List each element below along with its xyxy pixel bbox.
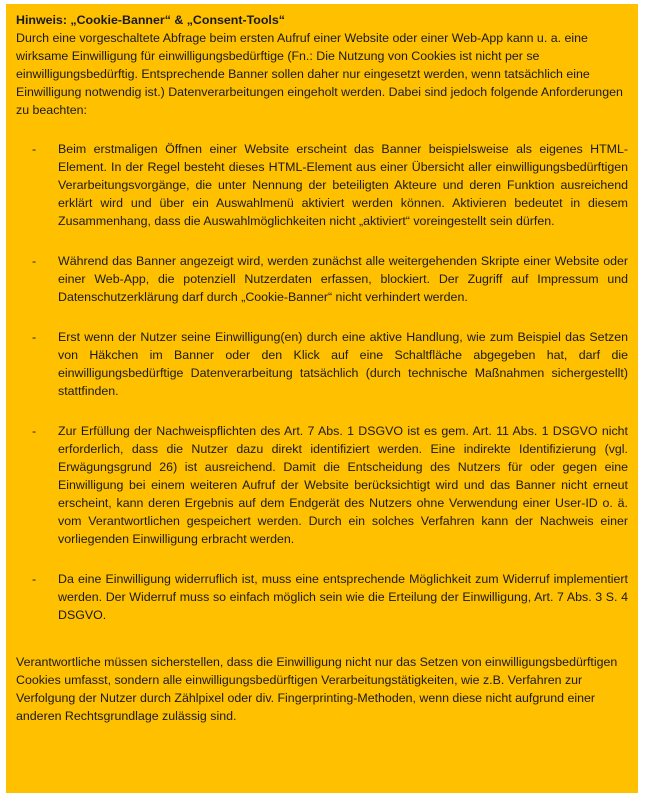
list-item: [16, 140, 628, 230]
requirements-list: [16, 140, 628, 624]
bullet-dash: -: [32, 330, 37, 344]
intro-paragraph: Durch eine vorgeschaltete Abfrage beim ersten Aufruf einer Website oder einer Web-App kann u. a. eine wirksame Einwilligung für einwilligungsbedürftige (Fn.: Die Nutzung von Cookies ist nicht per se einwilligungsbedürftig. Entsprechende Banner sollen daher nur eingesetzt werden, wenn tatsächlich eine Einwilligung notwendig ist.) Datenverarbeitungen eingeholt werden. Dabei sind jedoch folgende Anforderungen zu beachten:: [16, 31, 623, 117]
notice-box: [6, 4, 638, 793]
bullet-dash: -: [32, 424, 37, 438]
list-item: [16, 252, 628, 306]
list-item: [16, 328, 628, 400]
bullet-dash: -: [32, 572, 37, 586]
list-item-text: Beim erstmaligen Öffnen einer Website erscheint das Banner beispielsweise als eigenes HTML-Element. In der Regel besteht dieses HTML-Element aus einer Übersicht aller einwilligungsbedürftigen Verarbeitungsvorgänge, die unter Nennung der beteiligten Akteure und deren Funktion ausreichend erklärt wird und über ein Auswahlmenü aktiviert werden können. Aktivieren bedeutet in diesem Zusammenhang, dass die Auswahlmöglichkeiten nicht „aktiviert“ voreingestellt sein dürfen.: [58, 142, 628, 228]
notice-title: Hinweis: „Cookie-Banner“ & „Consent-Tools“: [16, 13, 285, 27]
list-item-text: Während das Banner angezeigt wird, werden zunächst alle weitergehenden Skripte einer Website oder einer Web-App, die potenziell Nutzerdaten erfassen, blockiert. Der Zugriff auf Impressum und Datenschutzerklärung darf durch „Cookie-Banner“ nicht verhindert werden.: [58, 254, 628, 304]
list-item-text: Da eine Einwilligung widerruflich ist, muss eine entsprechende Möglichkeit zum Widerruf implementiert werden. Der Widerruf muss so einfach möglich sein wie die Erteilung der Einwilligung, Art. 7 Abs. 3 S. 4 DSGVO.: [58, 572, 628, 622]
closing-paragraph: Verantwortliche müssen sicherstellen, dass die Einwilligung nicht nur das Setzen von einwilligungsbedürftigen Cookies umfasst, sondern alle einwilligungsbedürftigen Verarbeitungstätigkeiten, wie z.B. Verfahren zur Verfolgung der Nutzer durch Zählpixel oder div. Fingerprinting-Methoden, wenn diese nicht aufgrund einer anderen Rechtsgrundlage zulässig sind.: [16, 655, 618, 723]
bullet-dash: -: [32, 254, 37, 268]
list-item: [16, 570, 628, 624]
bullet-dash: -: [32, 142, 37, 156]
list-item-text: Erst wenn der Nutzer seine Einwilligung(en) durch eine aktive Handlung, wie zum Beispiel das Setzen von Häkchen im Banner oder den Klick auf eine Schaltfläche abgegeben hat, darf die einwilligungsbedürftige Datenverarbeitung tatsächlich (durch technische Maßnahmen sichergestellt) stattfinden.: [58, 330, 628, 398]
list-item: [16, 422, 628, 548]
list-item-text: Zur Erfüllung der Nachweispflichten des Art. 7 Abs. 1 DSGVO ist es gem. Art. 11 Abs. 1 DSGVO nicht erforderlich, dass die Nutzer dazu direkt identifiziert werden. Eine indirekte Identifizierung (vgl. Erwägungsgrund 26) ist ausreichend. Damit die Entscheidung des Nutzers für oder gegen eine Einwilligung bei einem weiteren Aufruf der Website berücksichtigt wird und das Banner nicht erneut erscheint, kann deren Ergebnis auf dem Endgerät des Nutzers ohne Verwendung einer User-ID o. ä. vom Verantwortlichen gespeichert werden. Durch ein solches Verfahren kann der Nachweis einer vorliegenden Einwilligung erbracht werden.: [58, 424, 628, 546]
